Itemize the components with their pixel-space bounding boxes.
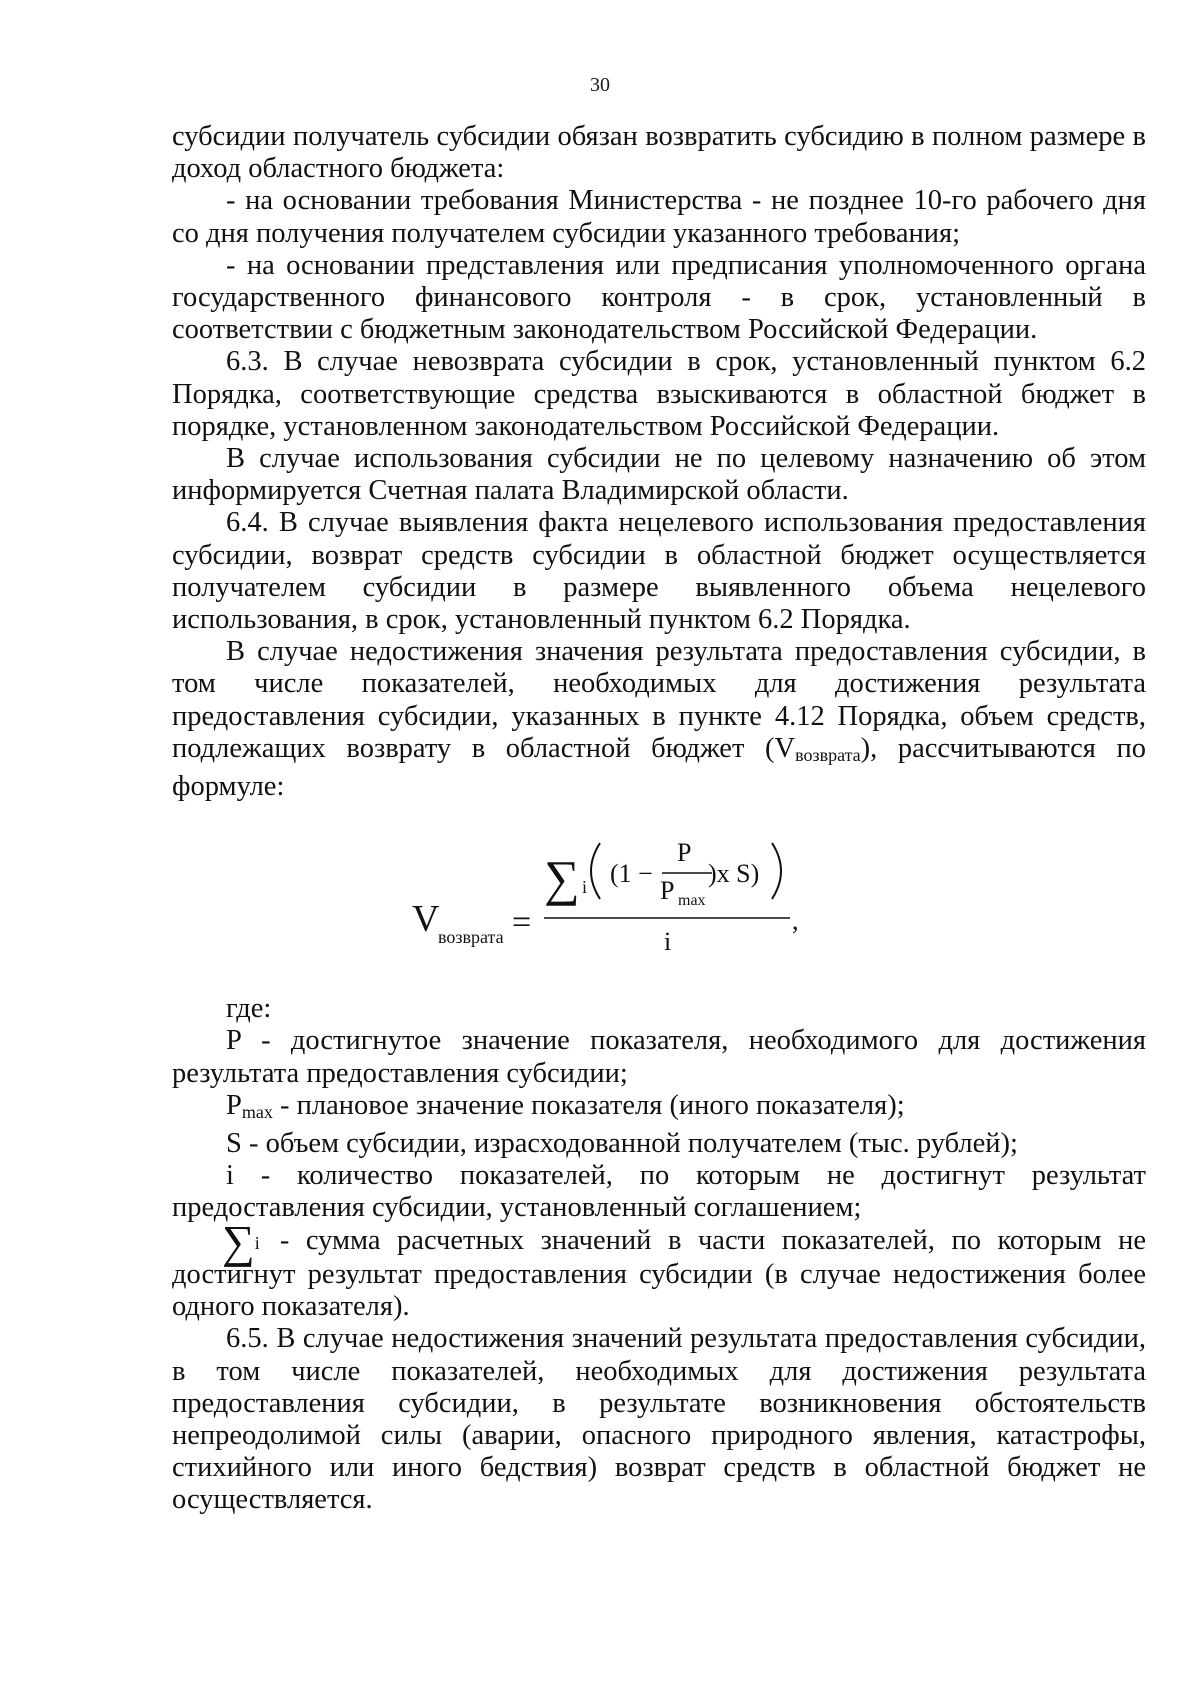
definition-s: S - объем субсидии, израсходованной получателем (тыс. рублей); xyxy=(226,1128,1018,1160)
formula-comma: , xyxy=(792,906,799,936)
formula-pmax: P xyxy=(660,876,675,906)
subscript: max xyxy=(241,1101,273,1122)
paragraph: 6.4. В случае выявления факта нецелевого использования предоставления субсидии, возврат средств субсидии в областной бюджет осуществляется получателем субсидии в размере выявленного объема нецелевого использования, в срок, установленный пунктом 6.2 Порядка. xyxy=(172,507,1146,636)
definition-i: i - количество показателей, по которым не достигнут результат предоставления субсидии, установленный соглашением; xyxy=(172,1160,1146,1224)
paragraph: 6.3. В случае невозврата субсидии в срок, установленный пунктом 6.2 Порядка, соответствующие средства взыскиваются в областной бюджет в порядке, установленном законодательством Российской Федерации. xyxy=(172,346,1146,442)
text-run: - сумма расчетных значений в части показателей, по которым не достигнут результат предоставления субсидии (в случае недостижения более одного показателя). xyxy=(172,1224,1146,1323)
definition-sum xyxy=(172,1215,1146,1324)
formula-denominator: i xyxy=(664,927,672,957)
document-body xyxy=(172,121,1146,1517)
paragraph: - на основании требования Министерства - не позднее 10-го рабочего дня со дня получения получателем субсидии указанного требования; xyxy=(172,185,1146,249)
formula-sum-subscript: i xyxy=(582,877,588,898)
formula-v-subscript: возврата xyxy=(438,927,504,948)
formula-sum-icon: ∑ xyxy=(544,850,580,907)
sum-icon: ∑ xyxy=(222,1215,255,1267)
paragraph: - на основании представления или предписания уполномоченного органа государственного финансового контроля - в срок, установленный в соответствии с бюджетным законодательством Российской Федерации. xyxy=(172,249,1146,346)
text-run: В случае недостижения значения результата предоставления субсидии, в том числе показателей, необходимых для достижения результата предоставления субсидии, указанных в пункте 4.12 Порядка, объем средств, подлежащих возврату в областной бюджет (V xyxy=(172,636,1146,764)
formula-equals: = xyxy=(512,904,532,942)
text-run: - плановое значение показателя (иного показателя); xyxy=(272,1089,905,1121)
definition-pmax xyxy=(172,1090,1146,1128)
formula-svg xyxy=(172,803,1146,993)
formula-v: V xyxy=(412,898,440,941)
definition-p: P - достигнутое значение показателя, необходимого для достижения результата предоставления субсидии; xyxy=(172,1025,1146,1089)
formula-one-minus: (1 − xyxy=(610,859,653,889)
page-number: 30 xyxy=(590,74,610,96)
formula-left-big-bracket xyxy=(591,843,600,899)
paragraph-formula-intro xyxy=(172,636,1146,803)
formula-pmax-subscript: max xyxy=(678,892,706,910)
definitions-where: где: xyxy=(226,993,272,1025)
paragraph: субсидии получатель субсидии обязан возвратить субсидию в полном размере в доход областного бюджета: xyxy=(172,121,1146,185)
formula xyxy=(172,803,1146,993)
formula-right-big-bracket xyxy=(772,843,781,899)
sum-subscript: i xyxy=(254,1232,260,1253)
formula-p: P xyxy=(677,838,692,868)
formula-x-s: )x S) xyxy=(708,859,760,889)
text-run: ), рассчитываются по формуле: xyxy=(172,732,1146,803)
paragraph: В случае использования субсидии не по целевому назначению об этом информируется Счетная палата Владимирской области. xyxy=(172,443,1146,507)
paragraph: 6.5. В случае недостижения значений результата предоставления субсидии, в том числе показателей, необходимых для достижения результата предоставления субсидии, в результате возникновения обстоятельств непреодолимой силы (аварии, опасного природного явления, катастрофы, стихийного или иного бедствия) возврат средств в областной бюджет не осуществляется. xyxy=(172,1323,1146,1516)
subscript: возврата xyxy=(795,744,861,765)
text-run: P xyxy=(226,1089,242,1121)
